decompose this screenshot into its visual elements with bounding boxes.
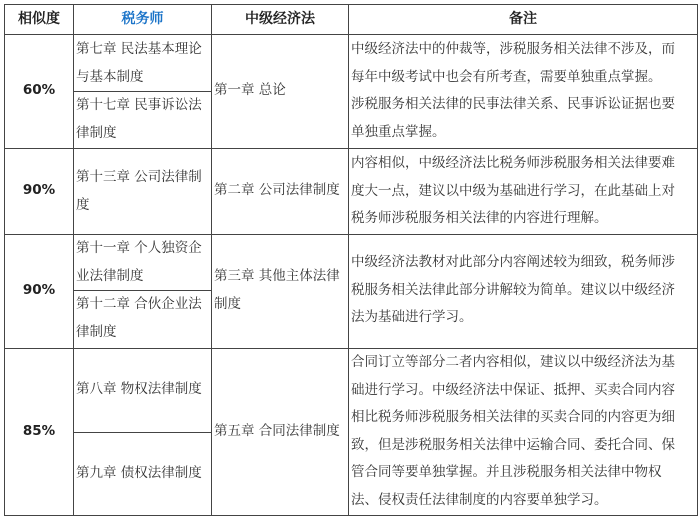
similarity-cell: 60%: [22, 82, 56, 98]
econ-chapter-cell: 第二章 公司法律制度: [214, 182, 340, 198]
econ-chapter-cell: 第五章 合同法律制度: [214, 423, 340, 439]
header-tax-advisor: 税务师: [121, 11, 164, 27]
similarity-cell: 90%: [22, 282, 56, 298]
similarity-cell: 85%: [22, 423, 56, 439]
header-intermediate-economic-law: 中级经济法: [245, 11, 315, 27]
note-cell: 中级经济法教材对此部分内容阐述较为细致，税务师涉 税服务相关法律此部分讲解较为简单。建议以中级经济 法为基础进行学习。: [351, 254, 675, 325]
tax-chapter-cell: 第七章 民法基本理论 与基本制度: [76, 41, 202, 85]
econ-chapter-cell: 第一章 总论: [214, 82, 286, 98]
econ-chapter-cell: 第三章 其他主体法律 制度: [214, 268, 340, 312]
note-cell: 中级经济法中的仲裁等，涉税服务相关法律不涉及，而 每年中级考试中也会有所考查，需要单独重点掌握。 涉税服务相关法律的民事法律关系、民事诉讼证据也要 单独重点掌握。: [351, 41, 675, 140]
tax-chapter-cell: 第九章 债权法律制度: [76, 465, 202, 481]
header-notes: 备注: [509, 11, 537, 27]
border-right: [697, 4, 698, 516]
tax-chapter-cell: 第十三章 公司法律制 度: [76, 169, 202, 213]
border-row1: [4, 148, 698, 149]
tax-chapter-cell: 第十一章 个人独资企 业法律制度: [76, 240, 202, 284]
tax-chapter-cell: 第十七章 民事诉讼法 律制度: [76, 97, 202, 141]
similarity-cell: 90%: [22, 182, 56, 198]
header-similarity: 相似度: [18, 11, 60, 27]
tax-chapter-cell: 第八章 物权法律制度: [76, 381, 202, 397]
subrow-divider-4: [73, 432, 211, 433]
note-cell: 内容相似，中级经济法比税务师涉税服务相关法律要难 度大一点，建议以中级为基础进行学习，在此基础上对 税务师涉税服务相关法律的内容进行理解。: [351, 155, 675, 226]
note-cell: 合同订立等部分二者内容相似，建议以中级经济法为基 础进行学习。中级经济法中保证、抵押、买卖合同内容 相比税务师涉税服务相关法律的买卖合同的内容更为细 致，但是涉税服务相关法律中运输合同、委托合同、保 管合同等要单独掌握。并且涉税服务相关法律中物权 法、侵权责任法律制度的内容要单独学习。: [351, 354, 675, 508]
tax-chapter-cell: 第十二章 合伙企业法 律制度: [76, 296, 202, 340]
border-bottom: [4, 515, 698, 516]
